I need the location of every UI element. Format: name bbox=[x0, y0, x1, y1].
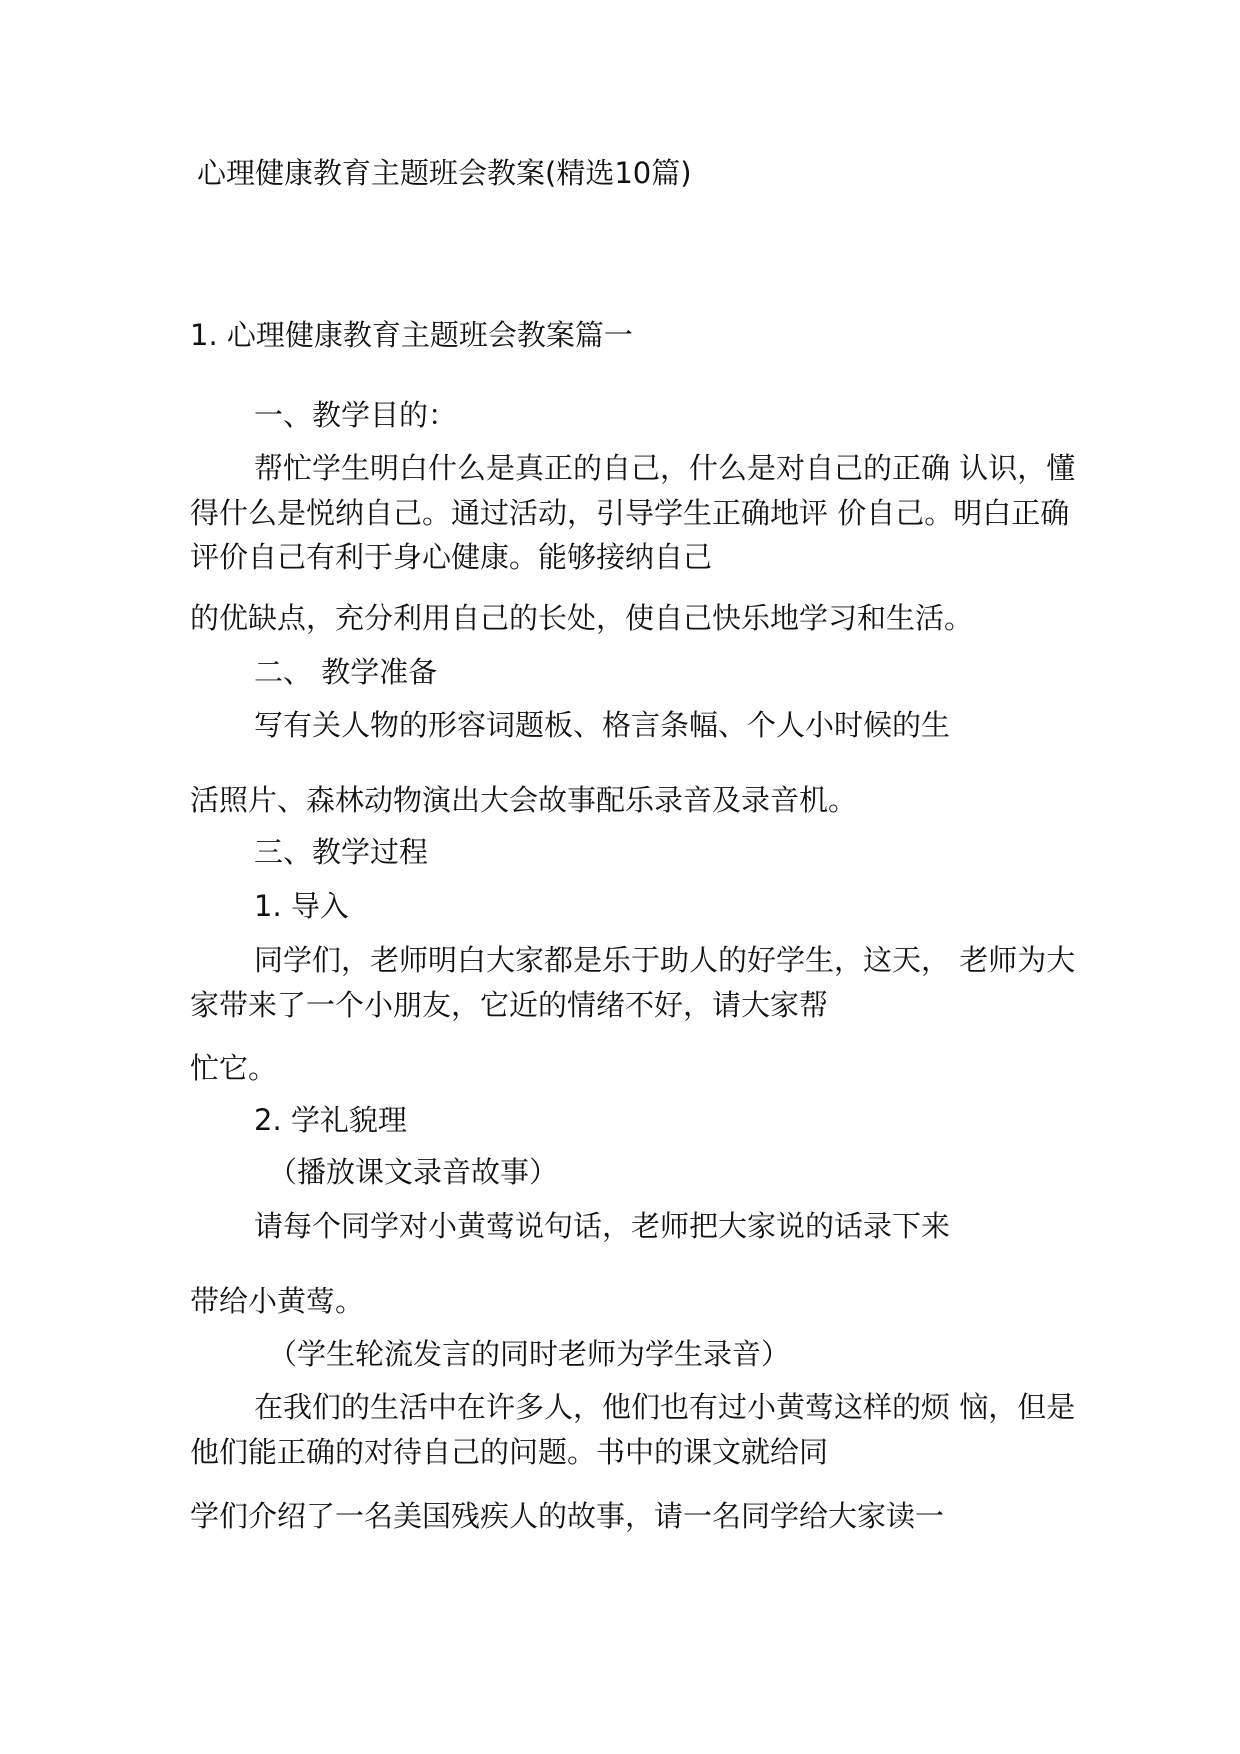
paragraph-line: 的优缺点，充分利用自己的长处，使自己快乐地学习和生活。 bbox=[190, 601, 974, 635]
paragraph-line: 写有关人物的形容词题板、格言条幅、个人小时候的生 bbox=[254, 708, 951, 742]
paragraph-line: 学们介绍了一名美国残疾人的故事，请一名同学给大家读一 bbox=[190, 1499, 945, 1533]
paragraph-line: 他们能正确的对待自己的问题。书中的课文就给同 bbox=[190, 1435, 829, 1469]
paragraph-line: 请每个同学对小黄莺说句话，老师把大家说的话录下来 bbox=[254, 1209, 951, 1243]
teaching-objective-heading: 一、教学目的： bbox=[254, 398, 458, 432]
section-heading: 1. 心理健康教育主题班会教案篇一 bbox=[190, 318, 633, 352]
subheading-introduction: 1. 导入 bbox=[254, 889, 349, 923]
teaching-process-heading: 三、教学过程 bbox=[254, 835, 429, 869]
paragraph-line: 带给小黄莺。 bbox=[190, 1284, 365, 1318]
paragraph-line: 家带来了一个小朋友，它近的情绪不好，请大家帮 bbox=[190, 988, 829, 1022]
paragraph-line: 得什么是悦纳自己。通过活动，引导学生正确地评 价自己。明白正确 bbox=[190, 496, 1070, 530]
paragraph-line: （播放课文录音故事） bbox=[268, 1155, 559, 1189]
paragraph-line: 活照片、森林动物演出大会故事配乐录音及录音机。 bbox=[190, 783, 858, 817]
paragraph-line: 评价自己有利于身心健康。能够接纳自己 bbox=[190, 540, 713, 574]
paragraph-line: 同学们，老师明白大家都是乐于助人的好学生，这天， 老师为大 bbox=[254, 943, 1076, 977]
subheading-lesson: 2. 学礼貌理 bbox=[254, 1103, 407, 1137]
paragraph-line: （学生轮流发言的同时老师为学生录音） bbox=[268, 1337, 791, 1371]
document-title: 心理健康教育主题班会教案(精选10篇) bbox=[197, 156, 692, 190]
paragraph-line: 在我们的生活中在许多人，他们也有过小黄莺这样的烦 恼，但是 bbox=[254, 1390, 1076, 1424]
teaching-preparation-heading: 二、 教学准备 bbox=[254, 655, 438, 689]
paragraph-line: 帮忙学生明白什么是真正的自己，什么是对自己的正确 认识，懂 bbox=[254, 451, 1076, 485]
paragraph-line: 忙它。 bbox=[190, 1051, 278, 1085]
